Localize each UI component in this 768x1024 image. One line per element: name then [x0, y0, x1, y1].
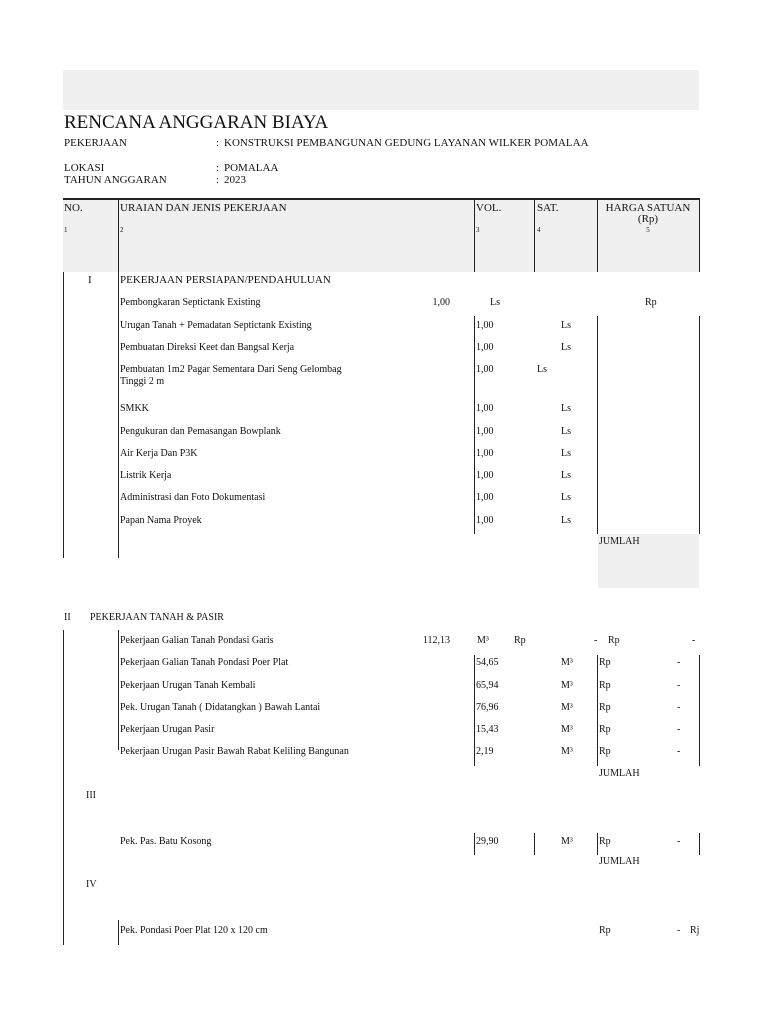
header-band: [63, 70, 699, 110]
item-volume: 1,00: [476, 448, 494, 459]
item-desc: Urugan Tanah + Pemadatan Septictank Existing: [120, 320, 312, 331]
field-value-pekerjaan: KONSTRUKSI PEMBANGUNAN GEDUNG LAYANAN WILKER POMALAA: [224, 137, 589, 149]
section-number: III: [86, 790, 96, 801]
item-desc: Listrik Kerja: [120, 470, 172, 481]
item-volume: 1,00: [476, 320, 494, 331]
field-label-tahun: TAHUN ANGGARAN: [64, 174, 167, 186]
price-column-border: [597, 316, 598, 534]
item-volume: 1,00: [476, 470, 494, 481]
item-desc: Air Kerja Dan P3K: [120, 448, 198, 459]
item-desc: Pekerjaan Urugan Tanah Kembali: [120, 680, 256, 691]
item-currency: Rp: [599, 657, 611, 668]
item-desc: Pekerjaan Urugan Pasir: [120, 724, 215, 735]
field-value-tahun: 2023: [224, 174, 246, 186]
sat-column-border: [534, 833, 535, 855]
item-desc: Pekerjaan Urugan Pasir Bawah Rabat Keliling Bangunan: [120, 746, 349, 757]
item-unit: Ls: [561, 515, 571, 526]
item-dash: -: [692, 635, 696, 646]
table-left-border: [63, 630, 64, 830]
vol-column-border: [474, 655, 475, 766]
item-desc: Pembuatan Direksi Keet dan Bangsal Kerja: [120, 342, 295, 353]
item-unit: M³: [561, 680, 573, 691]
col-header-uraian: URAIAN DAN JENIS PEKERJAAN: [120, 202, 287, 214]
item-desc: Pembuatan 1m2 Pagar Sementara Dari Seng Gelombag: [120, 364, 342, 375]
item-dash: -: [677, 702, 681, 713]
item-currency: Rp: [608, 635, 620, 646]
item-volume: 1,00: [476, 492, 494, 503]
field-sep: :: [216, 174, 220, 186]
col-header-harga-unit: (Rp): [637, 213, 659, 225]
col-index: 5: [646, 226, 650, 234]
section-number: I: [88, 274, 92, 286]
item-desc: Papan Nama Proyek: [120, 515, 202, 526]
item-volume: 1,00: [476, 403, 494, 414]
desc-column-border: [118, 630, 119, 750]
field-label-pekerjaan: PEKERJAAN: [64, 137, 127, 149]
vol-column-border: [474, 316, 475, 534]
item-desc: SMKK: [120, 403, 149, 414]
item-unit: Ls: [561, 448, 571, 459]
table-left-border: [63, 830, 64, 945]
item-volume: 54,65: [476, 657, 499, 668]
item-currency: Rp: [599, 746, 611, 757]
item-unit: Ls: [561, 426, 571, 437]
col-header-no: NO.: [64, 202, 83, 214]
item-volume: 15,43: [476, 724, 499, 735]
header-divider: [118, 199, 119, 272]
item-unit: Ls: [537, 364, 547, 375]
item-volume: 1,00: [476, 426, 494, 437]
header-divider: [534, 199, 535, 272]
price-column-border: [597, 655, 598, 766]
item-volume: 65,94: [476, 680, 499, 691]
item-unit: M³: [561, 702, 573, 713]
field-value-lokasi: POMALAA: [224, 162, 279, 174]
item-unit: M³: [561, 724, 573, 735]
item-desc: Pek. Pondasi Poer Plat 120 x 120 cm: [120, 925, 268, 936]
section-number: II: [64, 612, 71, 623]
item-unit: M³: [477, 635, 489, 646]
table-top-rule: [63, 198, 700, 200]
item-dash: -: [594, 635, 598, 646]
section-number: IV: [86, 879, 97, 890]
section-title: PEKERJAAN PERSIAPAN/PENDAHULUAN: [120, 274, 331, 286]
item-desc-cont: Tinggi 2 m: [120, 376, 165, 387]
item-desc: Pek. Urugan Tanah ( Didatangkan ) Bawah Lantai: [120, 702, 321, 713]
col-index: 2: [120, 226, 124, 234]
section-title: PEKERJAAN TANAH & PASIR: [90, 612, 224, 623]
item-volume: 76,96: [476, 702, 499, 713]
item-unit: Ls: [561, 320, 571, 331]
item-dash: -: [677, 657, 681, 668]
item-currency: Rp: [599, 836, 611, 847]
item-desc: Pengukuran dan Pemasangan Bowplank: [120, 426, 281, 437]
item-desc: Pembongkaran Septictank Existing: [120, 297, 261, 308]
item-desc: Pekerjaan Galian Tanah Pondasi Poer Plat: [120, 657, 289, 668]
header-divider: [474, 199, 475, 272]
col-index: 1: [64, 226, 68, 234]
item-currency: Rp: [599, 724, 611, 735]
item-volume: 1,00: [476, 515, 494, 526]
col-header-vol: VOL.: [476, 202, 502, 214]
item-dash: -: [677, 836, 681, 847]
item-volume: 2,19: [476, 746, 494, 757]
document-title: RENCANA ANGGARAN BIAYA: [64, 112, 329, 133]
item-volume: 29,90: [476, 836, 499, 847]
item-unit: M³: [561, 836, 573, 847]
item-unit: Ls: [561, 470, 571, 481]
item-volume: 1,00: [432, 297, 450, 308]
item-desc: Pekerjaan Galian Tanah Pondasi Garis: [120, 635, 274, 646]
item-unit: M³: [561, 746, 573, 757]
table-right-border: [699, 316, 700, 534]
jumlah-label: JUMLAH: [599, 768, 640, 779]
field-sep: :: [216, 137, 220, 149]
item-currency: Rj: [690, 925, 700, 936]
vol-column-border: [474, 833, 475, 855]
jumlah-label: JUMLAH: [599, 856, 640, 867]
item-currency: Rp: [645, 297, 657, 308]
item-volume: 112,13: [422, 635, 450, 646]
desc-column-border: [118, 920, 119, 945]
col-index: 4: [537, 226, 541, 234]
item-unit: Ls: [490, 297, 500, 308]
header-divider: [699, 199, 700, 272]
item-dash: -: [677, 925, 681, 936]
item-desc: Pek. Pas. Batu Kosong: [120, 836, 212, 847]
table-right-border: [699, 833, 700, 855]
desc-column-border: [118, 272, 119, 558]
col-header-harga: HARGA SATUAN: [605, 202, 691, 214]
field-label-lokasi: LOKASI: [64, 162, 105, 174]
item-dash: -: [677, 746, 681, 757]
price-column-border: [597, 833, 598, 855]
item-currency: Rp: [514, 635, 526, 646]
item-currency: Rp: [599, 680, 611, 691]
table-left-border: [63, 272, 64, 558]
item-currency: Rp: [599, 925, 611, 936]
item-unit: M³: [561, 657, 573, 668]
jumlah-label: JUMLAH: [599, 536, 640, 547]
col-index: 3: [476, 226, 480, 234]
item-unit: Ls: [561, 492, 571, 503]
item-volume: 1,00: [476, 364, 494, 375]
item-currency: Rp: [599, 702, 611, 713]
col-header-sat: SAT.: [537, 202, 559, 214]
item-dash: -: [677, 724, 681, 735]
item-desc: Administrasi dan Foto Dokumentasi: [120, 492, 266, 503]
item-unit: Ls: [561, 342, 571, 353]
field-sep: :: [216, 162, 220, 174]
item-unit: Ls: [561, 403, 571, 414]
item-volume: 1,00: [476, 342, 494, 353]
table-right-border: [699, 655, 700, 766]
item-dash: -: [677, 680, 681, 691]
